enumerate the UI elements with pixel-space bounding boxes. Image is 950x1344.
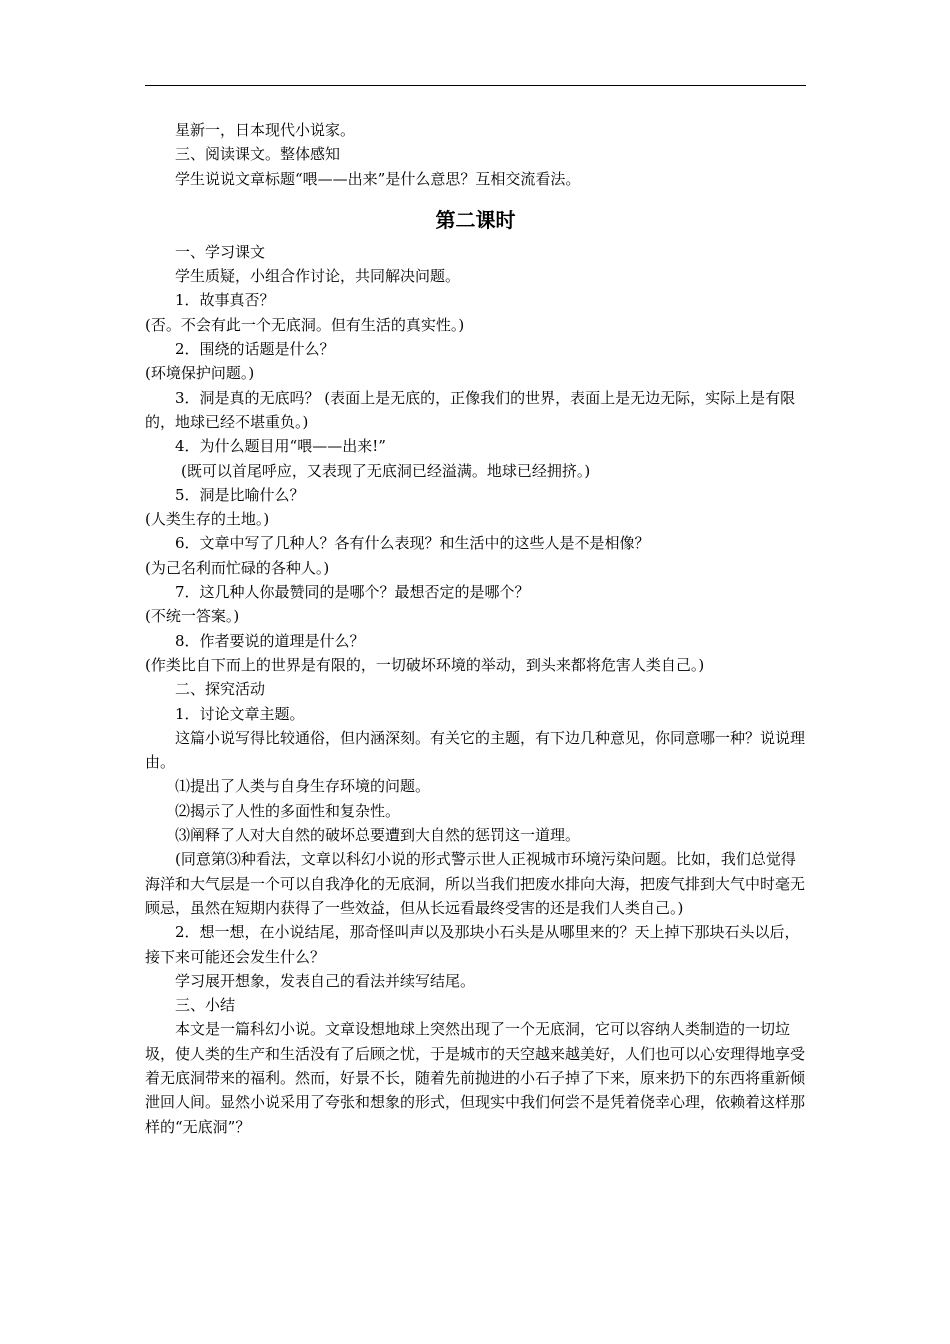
question-4: 4．为什么题目用“喂——出来!” <box>175 437 386 456</box>
intro-line-1: 星新一，日本现代小说家。 <box>175 121 356 139</box>
question-6: 6．文章中写了几种人？各有什么表现？和生活中的这些人是不是相像？ <box>175 534 650 553</box>
document-body <box>145 118 806 1139</box>
inquiry-item-2: 2．想一想，在小说结尾，那奇怪叫声以及那块小石头是从哪里来的？天上掉下那块石头以后，接下来可能还会发生什么？ <box>145 923 800 966</box>
question-3: 3．洞是真的无底吗？ (表面上是无底的，正像我们的世界，表面上是无边无际，实际上是有限的，地球已经不堪重负。) <box>145 388 796 431</box>
question-2: 2．围绕的话题是什么？ <box>175 340 335 359</box>
answer-2: (环境保护问题。) <box>145 364 255 383</box>
answer-7: (不统一答案。) <box>145 607 240 626</box>
answer-5: (人类生存的土地。) <box>145 510 270 529</box>
header-rule <box>145 85 806 86</box>
question-8: 8．作者要说的道理是什么？ <box>175 631 365 650</box>
paragraph: (同意第⑶种看法，文章以科幻小说的形式警示世人正视城市环境污染问题。比如，我们总觉得海洋和大气层是一个可以自我净化的无底洞，所以当我们把废水排向大海，把废气排到大气中时毫无顾忌，虽然在短期内获得了一些效益，但从长远看最终受害的还是我们人类自己。) <box>145 850 806 917</box>
heading-study-text: 一、学习课文 <box>175 242 266 261</box>
paragraph: 学生质疑，小组合作讨论，共同解决问题。 <box>175 267 461 286</box>
question-5: 5．洞是比喻什么？ <box>175 485 305 504</box>
heading-inquiry: 二、探究活动 <box>175 680 266 699</box>
answer-8: (作类比自下而上的世界是有限的，一切破坏环境的举动，到头来都将危害人类自己。) <box>145 655 705 674</box>
paragraph: 学习展开想象，发表自己的看法并续写结尾。 <box>175 971 476 990</box>
inquiry-item-1: 1．讨论文章主题。 <box>175 704 305 723</box>
question-1: 1．故事真否？ <box>175 291 275 310</box>
intro-line-3: 学生说说文章标题“喂——出来”是什么意思？互相交流看法。 <box>175 169 581 188</box>
intro-line-2: 三、阅读课文。整体感知 <box>175 145 341 164</box>
opinion-3: ⑶阐释了人对大自然的破坏总要遭到大自然的惩罚这一道理。 <box>175 826 581 845</box>
question-7: 7．这几种人你最赞同的是哪个？最想否定的是哪个？ <box>175 583 530 602</box>
answer-1: (否。不会有此一个无底洞。但有生活的真实性。) <box>145 315 465 334</box>
section-title: 第二课时 <box>435 207 516 232</box>
answer-4: (既可以首尾呼应，又表现了无底洞已经溢满。地球已经拥挤。) <box>181 461 591 480</box>
opinion-1: ⑴提出了人类与自身生存环境的问题。 <box>175 777 431 796</box>
answer-6: (为己名利而忙碌的各种人。) <box>145 558 330 577</box>
heading-summary: 三、小结 <box>175 996 236 1015</box>
summary-paragraph: 本文是一篇科幻小说。文章设想地球上突然出现了一个无底洞，它可以容纳人类制造的一切垃圾，使人类的生产和生活没有了后顾之忧，于是城市的天空越来越美好，人们也可以心安理得地享受着无底洞带来的福利。然而，好景不长，随着先前抛进的小石子掉了下来，原来扔下的东西将重新倾泄回人间。显然小说采用了夸张和想象的形式，但现实中我们何尝不是凭着侥幸心理，依赖着这样那样的“无底洞”？ <box>145 1020 806 1136</box>
opinion-2: ⑵揭示了人性的多面性和复杂性。 <box>175 801 401 820</box>
paragraph: 这篇小说写得比较通俗，但内涵深刻。有关它的主题，有下边几种意见，你同意哪一种？说说理由。 <box>145 728 806 772</box>
